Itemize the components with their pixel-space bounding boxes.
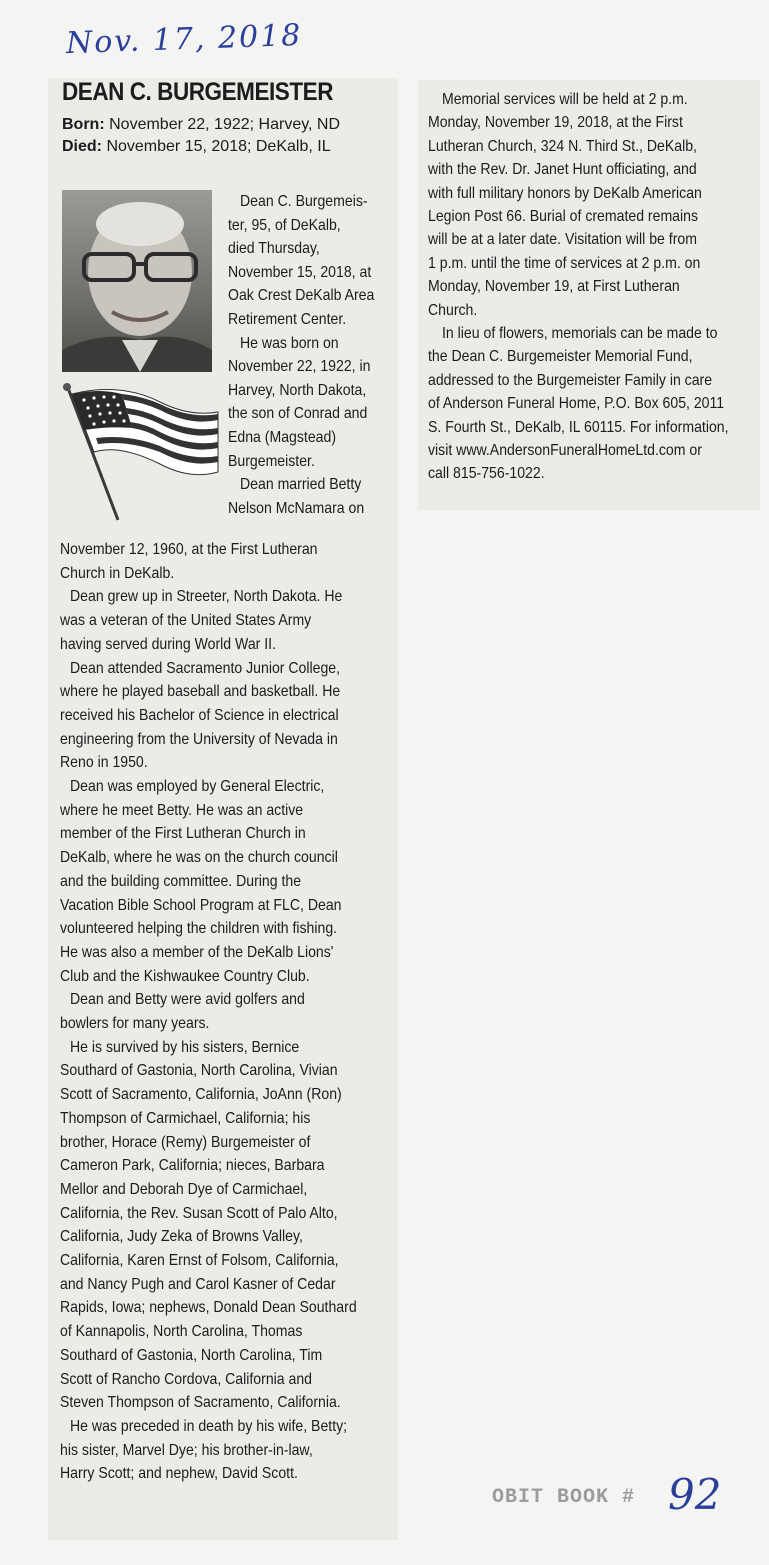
body-line: died Thursday, bbox=[228, 240, 320, 258]
body-line: Monday, November 19, at First Lutheran bbox=[428, 278, 680, 296]
body-line: November 22, 1922, in bbox=[228, 358, 371, 376]
portrait-photo bbox=[62, 190, 212, 372]
body-line: engineering from the University of Nevada in bbox=[60, 730, 338, 748]
body-line: Reno in 1950. bbox=[60, 754, 148, 772]
body-line: was a veteran of the United States Army bbox=[60, 612, 312, 630]
body-line: He is survived by his sisters, Bernice bbox=[70, 1038, 300, 1056]
handwritten-date: Nov. 17, 2018 bbox=[65, 17, 303, 62]
body-line: In lieu of flowers, memorials can be made to bbox=[442, 325, 718, 342]
body-line: member of the First Lutheran Church in bbox=[60, 825, 306, 843]
body-line: Scott of Sacramento, California, JoAnn (Ron) bbox=[60, 1086, 342, 1104]
body-line: volunteered helping the children with fishing. bbox=[60, 920, 338, 938]
body-line: Mellor and Deborah Dye of Carmichael, bbox=[60, 1180, 308, 1198]
portrait-figure bbox=[62, 190, 212, 372]
body-line: where he played baseball and basketball. He bbox=[60, 683, 341, 701]
body-line: Dean C. Burgemeis- bbox=[240, 193, 368, 210]
body-line: He was born on bbox=[240, 334, 339, 352]
body-line: Lutheran Church, 324 N. Third St., DeKalb, bbox=[428, 137, 697, 155]
body-line: Steven Thompson of Sacramento, California. bbox=[60, 1394, 341, 1412]
body-line: Southard of Gastonia, North Carolina, Vivian bbox=[60, 1062, 338, 1080]
body-line: and Nancy Pugh and Carol Kasner of Cedar bbox=[60, 1275, 336, 1293]
body-line: Dean grew up in Streeter, North Dakota. He bbox=[70, 588, 343, 606]
body-line: California, Karen Ernst of Folsom, California, bbox=[60, 1252, 339, 1269]
body-line: California, Judy Zeka of Browns Valley, bbox=[60, 1228, 303, 1246]
body-line: Scott of Rancho Cordova, California and bbox=[60, 1370, 313, 1388]
died-value: November 15, 2018; DeKalb, IL bbox=[106, 138, 331, 155]
body-line: where he meet Betty. He was an active bbox=[60, 801, 304, 819]
body-line: DeKalb, where he was on the church council bbox=[60, 849, 338, 867]
body-line: Oak Crest DeKalb Area bbox=[228, 287, 375, 305]
body-line: of Kannapolis, North Carolina, Thomas bbox=[60, 1323, 303, 1341]
body-line: Retirement Center. bbox=[228, 311, 347, 328]
body-line: having served during World War II. bbox=[60, 635, 276, 653]
body-line: Burgemeister. bbox=[228, 452, 315, 470]
body-line: Monday, November 19, 2018, at the First bbox=[428, 114, 683, 132]
born-line bbox=[62, 116, 340, 134]
body-line: California, the Rev. Susan Scott of Palo Alto, bbox=[60, 1204, 338, 1222]
body-line: Edna (Magstead) bbox=[228, 429, 337, 446]
body-line: Dean attended Sacramento Junior College, bbox=[70, 659, 341, 677]
obituary-headline: DEAN C. BURGEMEISTER bbox=[62, 78, 334, 106]
body-line: November 12, 1960, at the First Lutheran bbox=[60, 541, 318, 558]
body-line: with the Rev. Dr. Janet Hunt officiating, and bbox=[428, 161, 697, 179]
body-line: and the building committee. During the bbox=[60, 872, 302, 890]
body-line: He was also a member of the DeKalb Lions' bbox=[60, 943, 334, 961]
body-line: ter, 95, of DeKalb, bbox=[228, 216, 341, 234]
american-flag-icon bbox=[60, 382, 220, 524]
body-line: addressed to the Burgemeister Family in care bbox=[428, 371, 713, 389]
body-line: Memorial services will be held at 2 p.m. bbox=[442, 91, 688, 108]
body-line: of Anderson Funeral Home, P.O. Box 605, 2011 bbox=[428, 395, 725, 413]
body-line: will be at a later date. Visitation will be from bbox=[428, 231, 697, 249]
body-line: Harry Scott; and nephew, David Scott. bbox=[60, 1465, 298, 1483]
body-line: Church. bbox=[428, 301, 478, 319]
body-line: the Dean C. Burgemeister Memorial Fund, bbox=[428, 348, 693, 366]
body-line: Rapids, Iowa; nephews, Donald Dean Southard bbox=[60, 1299, 357, 1317]
died-line bbox=[62, 138, 331, 156]
body-line: S. Fourth St., DeKalb, IL 60115. For information, bbox=[428, 418, 729, 436]
born-label: Born: bbox=[62, 116, 105, 133]
body-line: Club and the Kishwaukee Country Club. bbox=[60, 967, 310, 985]
body-line: bowlers for many years. bbox=[60, 1015, 210, 1032]
body-line: Nelson McNamara on bbox=[228, 499, 365, 517]
body-line: Thompson of Carmichael, California; his bbox=[60, 1109, 311, 1127]
body-line: received his Bachelor of Science in electrical bbox=[60, 706, 339, 724]
body-line: his sister, Marvel Dye; his brother-in-law, bbox=[60, 1441, 313, 1459]
body-line: Church in DeKalb. bbox=[60, 564, 175, 582]
body-line: Dean was employed by General Electric, bbox=[70, 778, 325, 795]
body-line: call 815-756-1022. bbox=[428, 465, 545, 483]
body-line: 1 p.m. until the time of services at 2 p.m. on bbox=[428, 254, 701, 272]
body-line: the son of Conrad and bbox=[228, 405, 368, 423]
body-line: Southard of Gastonia, North Carolina, Tim bbox=[60, 1346, 323, 1364]
body-line: Harvey, North Dakota, bbox=[228, 381, 367, 399]
body-line: November 15, 2018, at bbox=[228, 263, 372, 281]
body-line: Legion Post 66. Burial of cremated remains bbox=[428, 208, 699, 225]
body-line: He was preceded in death by his wife, Betty; bbox=[70, 1417, 348, 1435]
obit-book-number: 92 bbox=[668, 1470, 722, 1519]
body-line: Vacation Bible School Program at FLC, Dean bbox=[60, 896, 342, 914]
body-line: Dean married Betty bbox=[240, 476, 362, 494]
obit-book-stamp: OBIT BOOK # bbox=[492, 1486, 636, 1509]
body-line: visit www.AndersonFuneralHomeLtd.com or bbox=[428, 442, 702, 459]
body-line: Dean and Betty were avid golfers and bbox=[70, 991, 305, 1009]
born-value: November 22, 1922; Harvey, ND bbox=[109, 116, 341, 133]
body-line: Cameron Park, California; nieces, Barbara bbox=[60, 1157, 325, 1175]
body-line: with full military honors by DeKalb American bbox=[428, 184, 702, 202]
body-line: brother, Horace (Remy) Burgemeister of bbox=[60, 1133, 311, 1151]
died-label: Died: bbox=[62, 138, 102, 155]
